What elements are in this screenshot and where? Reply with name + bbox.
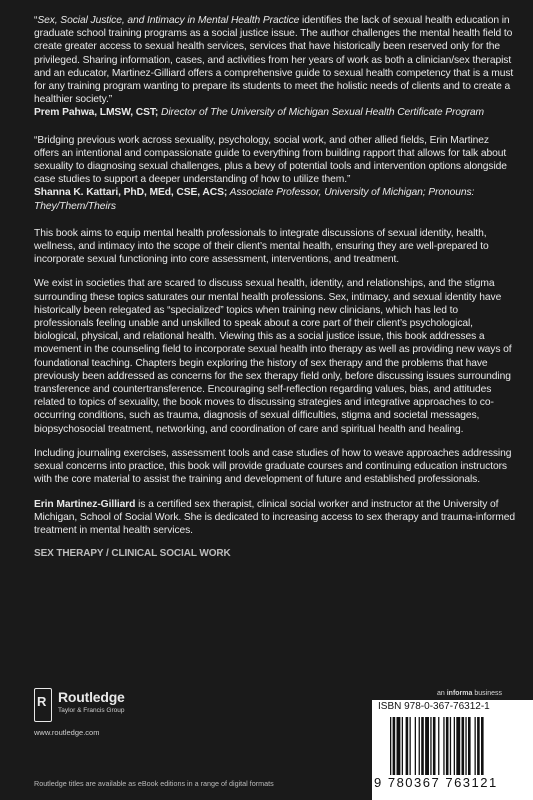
review-quote-1-attribution: Prem Pahwa, LMSW, CST; Director of The University of Michigan Sexual Health Certificate Program — [34, 107, 485, 119]
barcode-bars — [390, 717, 515, 775]
author-bio: Erin Martinez-Gilliard is a certified sex therapist, clinical social worker and instructor at the University of Michigan, School of Social Work. She is dedicated to increasing access to sex therapy and trauma-informed treatment in mental health services. — [34, 498, 515, 536]
isbn-text: ISBN 978-0-367-76312-1 — [378, 701, 490, 712]
description-paragraph: Including journaling exercises, assessment tools and case studies of how to weave approaches addressing sexual concerns into practice, this book will provide graduate courses and continuing education instructors with the core material to assist the training and development of future and established professionals. — [34, 447, 512, 486]
review-quote-1 — [34, 14, 515, 120]
routledge-logo-icon: R — [34, 688, 52, 722]
informa-business: an informa business — [437, 690, 502, 697]
ebook-note: Routledge titles are available as eBook editions in a range of digital formats — [34, 779, 274, 788]
review-quote-2-text: “Bridging previous work across sexuality, psychology, social work, and other allied fields, Erin Martinez offers an intentional and compassionate guide to everything from building rapport that allows for talk about sexuality to diagnosing sexual challenges, plus a bevy of potential tools and intervention options alongside case studies to support a deeper understanding of how to utilize them.” — [34, 134, 507, 186]
isbn-barcode — [372, 700, 533, 800]
review-quote-1-text: “Sex, Social Justice, and Intimacy in Mental Health Practice identifies the lack of sexual health education in graduate school training programs as a social justice issue. The author challenges the mental health field to create greater access to sexual health services, services that have historically been reserved only for the privileged. Sharing information, cases, and activities from her years of work as both a clinician/sex therapist and an educator, Martinez-Gilliard offers a comprehensive guide to sexual health competency that is a must for any training program wanting to prepare its students to meet the holistic needs of clients and to create a healthier society.” — [34, 15, 514, 106]
barcode-digits: 9 780367 763121 — [374, 775, 498, 790]
description-paragraph: This book aims to equip mental health professionals to integrate discussions of sexual identity, health, wellness, and intimacy into the scope of their client’s mental health, ensuring they are well-prepared to incorporate sexual functioning into core assessment, interventions, and treatment. — [34, 227, 489, 266]
publisher-group: Taylor & Francis Group — [58, 707, 125, 714]
subject-category: SEX THERAPY / CLINICAL SOCIAL WORK — [34, 548, 231, 560]
publisher-name: Routledge — [58, 689, 125, 705]
description-paragraph: We exist in societies that are scared to discuss sexual health, identity, and relationships, and the stigma surrounding these topics saturates our mental health professions. Sex, intimacy, and sexual identity have historically been relegated as “specialized” topics when training new clinicians, which has led to professionals feeling unable and unskilled to speak about a core part of their client’s psychological, biological, physical, and relational health. Viewing this as a social justice issue, this book addresses a movement in the counseling field to incorporate sexual health into therapy as well as providing new ways of foundational teaching. Chapters begin exploring the history of sex therapy and the problems that have previously been addressed as concerns for the sex therapy field only, before discussing issues surrounding transference and countertransference. Encouraging self-reflection regarding values, bias, and attitudes related to topics of sexuality, the book moves to discussing strategies and integrative approaches to co-occurring conditions, such as trauma, diagnosis of sexual difficulties, stigma and societal messages, biopsychosocial treatment, networking, and coordination of care and spiritual health and healing. — [34, 278, 512, 435]
cover-footer — [0, 680, 533, 800]
review-quote-2 — [34, 134, 515, 213]
review-quote-2-attribution: Shanna K. Kattari, PhD, MEd, CSE, ACS; Associate Professor, University of Michigan; Pronouns: They/Them/Theirs — [34, 187, 475, 212]
book-title-italic: Sex, Social Justice, and Intimacy in Mental Health Practice — [37, 15, 300, 26]
publisher-url[interactable]: www.routledge.com — [34, 728, 100, 737]
